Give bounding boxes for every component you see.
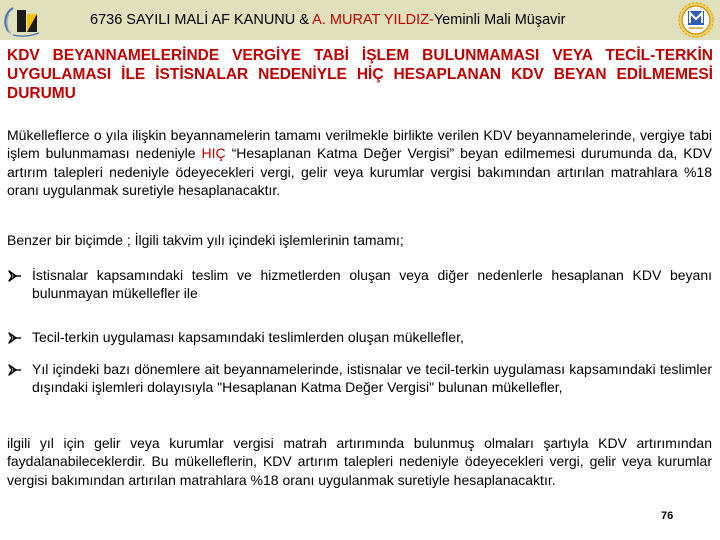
paragraph-intro-after: “Hesaplanan Katma Değer Vergisi” beyan edilmemesi durumunda da, KDV artırım talepleri nedeniyle ödeyecekleri vergi, gelir veya kurumlar vergisi bakımından artırılan matrahlara %18 oranı uygulanmak suretiyle hesaplanacaktır. bbox=[7, 145, 712, 199]
paragraph-intro bbox=[7, 126, 712, 200]
page-number: 76 bbox=[661, 510, 674, 522]
paragraph-conclusion: ilgili yıl için gelir veya kurumlar vergisi matrah artırımında bulunmuş olmaları şartıyla KDV artırımından faydalanabileceklerdir. Bu mükelleflerin, KDV artırım talepleri nedeniyle ödeyecekleri vergi, gelir veya kurumlar vergisi bakımından artırılan matrahlara %18 oranı uygulanmak suretiyle hesaplanacaktır. bbox=[7, 435, 712, 488]
header-title-suffix: Yeminli Mali Müşavir bbox=[433, 12, 566, 28]
paragraph-intro-highlight: HIÇ bbox=[201, 145, 226, 162]
firm-logo-icon bbox=[3, 2, 47, 38]
bullet-text: İstisnalar kapsamındaki teslim ve hizmetlerden oluşan veya diğer nedenlerle hesaplanan KDV beyanı bulunmayan mükellefler ile bbox=[32, 267, 712, 302]
header-title-name: A. MURAT YILDIZ- bbox=[312, 12, 434, 28]
paragraph-intro-before: Mükelleflerce o yıla ilişkin beyannamelerin tamamı verilmekle birlikte verilen KDV beyannamelerinde, vergiye tabi işlem bulunmaması nedeniyle bbox=[7, 127, 712, 162]
badge-m-logo-icon bbox=[677, 1, 715, 39]
slide-header bbox=[0, 0, 720, 40]
arrow-check-bullet-icon bbox=[7, 268, 23, 284]
bullet-item bbox=[7, 328, 712, 346]
bullet-item bbox=[7, 360, 712, 397]
arrow-check-bullet-icon bbox=[7, 362, 23, 378]
paragraph-similar: Benzer bir biçimde ; İlgili takvim yılı içindeki işlemlerinin tamamı; bbox=[7, 232, 404, 248]
bullet-text: Yıl içindeki bazı dönemlere ait beyannamelerinde, istisnalar ve tecil-terkin uygulaması kapsamındaki teslimler dışındaki işlemleri dolayısıyla "Hesaplanan Katma Değer Vergisi" bulunan mükellefler, bbox=[32, 361, 712, 396]
arrow-check-bullet-icon bbox=[7, 330, 23, 346]
header-title-main: 6736 SAYILI MALİ AF KANUNU & bbox=[90, 12, 309, 28]
header-title bbox=[90, 12, 670, 28]
bullet-text: Tecil-terkin uygulaması kapsamındaki teslimlerden oluşan mükellefler, bbox=[32, 329, 464, 345]
section-title: KDV BEYANNAMELERİNDE VERGİYE TABİ İŞLEM BULUNMAMASI VEYA TECİL-TERKİN UYGULAMASI İLE İSTİSNALAR NEDENİYLE HİÇ HESAPLANAN KDV BEYAN EDİLMEMESİ DURUMU bbox=[7, 47, 713, 102]
bullet-item bbox=[7, 266, 712, 303]
